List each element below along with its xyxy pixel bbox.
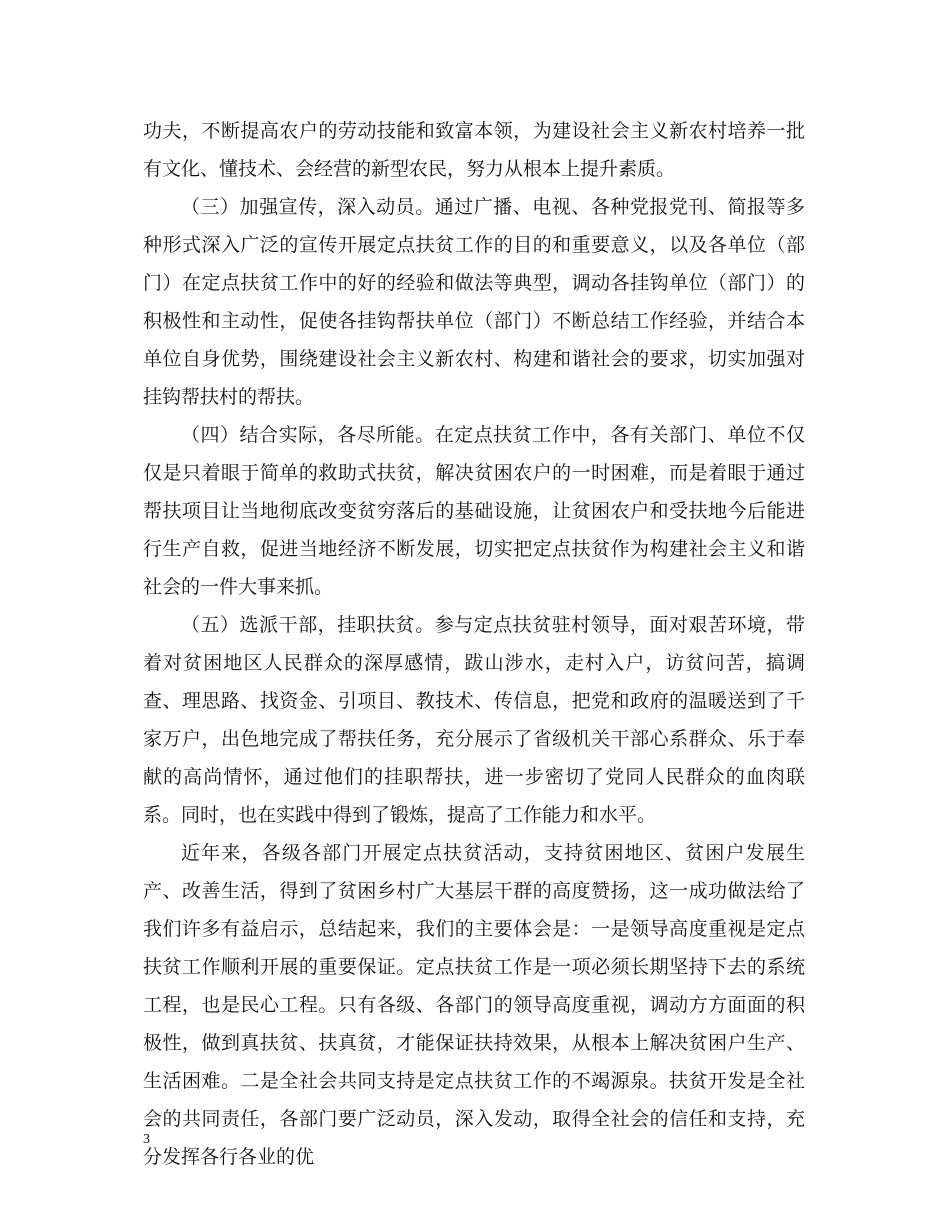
paragraph-practical: （四）结合实际，各尽所能。在定点扶贫工作中，各有关部门、单位不仅仅是只着眼于简单的救助式扶贫，解决贫困农户的一时困难，而是着眼于通过帮扶项目让当地彻底改变贫穷落后的基础设施，让贫困农户和受扶地今后能进行生产自救，促进当地经济不断发展，切实把定点扶贫作为构建社会主义和谐社会的一件大事来抓。 [143,424,805,598]
paragraph-publicity: （三）加强宣传，深入动员。通过广播、电视、各种党报党刊、简报等多种形式深入广泛的宣传开展定点扶贫工作的目的和重要意义，以及各单位（部门）在定点扶贫工作中的好的经验和做法等典型，调动各挂钩单位（部门）的积极性和主动性，促使各挂钩帮扶单位（部门）不断总结工作经验，并结合本单位自身优势，围绕建设社会主义新农村、构建和谐社会的要求，切实加强对挂钩帮扶村的帮扶。 [143,196,805,408]
paragraph-summary: 近年来，各级各部门开展定点扶贫活动，支持贫困地区、贫困户发展生产、改善生活，得到了贫困乡村广大基层干群的高度赞扬，这一成功做法给了我们许多有益启示，总结起来，我们的主要体会是：一是领导高度重视是定点扶贫工作顺利开展的重要保证。定点扶贫工作是一项必须长期坚持下去的系统工程，也是民心工程。只有各级、各部门的领导高度重视，调动方方面面的积极性，做到真扶贫、扶真贫，才能保证扶持效果，从根本上解决贫困户生产、生活困难。二是全社会共同支持是定点扶贫工作的不竭源泉。扶贫开发是全社会的共同责任，各部门要广泛动员，深入发动，取得全社会的信任和支持，充分发挥各行各业的优 [143,842,805,1168]
paragraph-continuation: 功夫，不断提高农户的劳动技能和致富本领，为建设社会主义新农村培养一批有文化、懂技术、会经营的新型农民，努力从根本上提升素质。 [143,120,805,180]
page-number: 3 [143,1132,150,1147]
paragraph-cadres: （五）选派干部，挂职扶贫。参与定点扶贫驻村领导，面对艰苦环境，带着对贫困地区人民群众的深厚感情，跋山涉水，走村入户，访贫问苦，搞调查、理思路、找资金、引项目、教技术、传信息，把党和政府的温暖送到了千家万户，出色地完成了帮扶任务，充分展示了省级机关干部心系群众、乐于奉献的高尚情怀，通过他们的挂职帮扶，进一步密切了党同人民群众的血肉联系。同时，也在实践中得到了锻炼，提高了工作能力和水平。 [143,614,805,826]
document-body [143,112,805,1176]
